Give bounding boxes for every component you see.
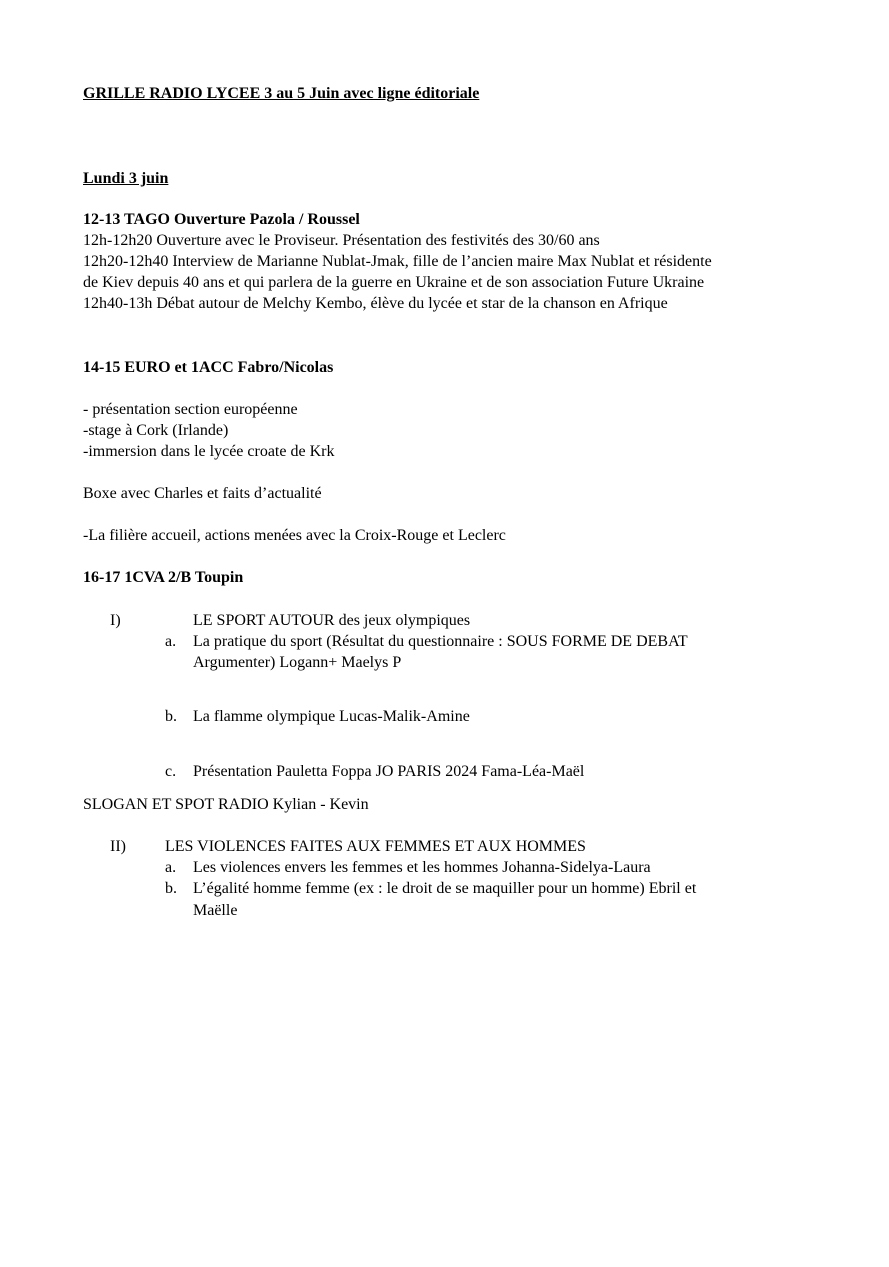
section2-item-a-letter: a.	[165, 859, 177, 876]
section1-numeral: I)	[110, 612, 121, 629]
section2-numeral: II)	[110, 838, 126, 855]
slot2-filiere: -La filière accueil, actions menées avec la Croix-Rouge et Leclerc	[83, 527, 506, 544]
section1-title: LE SPORT AUTOUR des jeux olympiques	[193, 612, 471, 629]
section2-title: LES VIOLENCES FAITES AUX FEMMES ET AUX HOMMES	[165, 838, 586, 855]
slogan-line: SLOGAN ET SPOT RADIO Kylian - Kevin	[83, 796, 369, 813]
section1-item-c-line-1: Présentation Pauletta Foppa JO PARIS 2024 Fama-Léa-Maël	[193, 763, 585, 780]
slot1-heading: 12-13 TAGO Ouverture Pazola / Roussel	[83, 211, 360, 228]
section2-item-a-line-1: Les violences envers les femmes et les hommes Johanna-Sidelya-Laura	[193, 859, 651, 876]
section1-item-b-line-1: La flamme olympique Lucas-Malik-Amine	[193, 708, 470, 725]
section2-item-b-line-1: L’égalité homme femme (ex : le droit de se maquiller pour un homme) Ebril et	[193, 880, 697, 897]
slot1-line-2: 12h20-12h40 Interview de Marianne Nublat-Jmak, fille de l’ancien maire Max Nublat et résidente	[83, 253, 712, 270]
section1-item-b-letter: b.	[165, 708, 177, 725]
slot2-line-3: -immersion dans le lycée croate de Krk	[83, 443, 335, 460]
slot3-heading: 16-17 1CVA 2/B Toupin	[83, 569, 244, 586]
slot1-line-3: de Kiev depuis 40 ans et qui parlera de la guerre en Ukraine et de son association Future Ukraine	[83, 274, 705, 291]
section1-item-a-line-1: La pratique du sport (Résultat du questionnaire : SOUS FORME DE DEBAT	[193, 633, 688, 650]
section1-item-c-letter: c.	[165, 763, 177, 780]
section1-item-a-letter: a.	[165, 633, 177, 650]
slot2-heading: 14-15 EURO et 1ACC Fabro/Nicolas	[83, 359, 334, 376]
section2-item-b-letter: b.	[165, 880, 177, 897]
document-title: GRILLE RADIO LYCEE 3 au 5 Juin avec ligne éditoriale	[83, 85, 480, 102]
day-heading: Lundi 3 juin	[83, 170, 169, 187]
slot2-boxe: Boxe avec Charles et faits d’actualité	[83, 485, 322, 502]
slot1-line-4: 12h40-13h Débat autour de Melchy Kembo, élève du lycée et star de la chanson en Afrique	[83, 295, 668, 312]
slot1-line-1: 12h-12h20 Ouverture avec le Proviseur. Présentation des festivités des 30/60 ans	[83, 232, 600, 249]
slot2-line-1: - présentation section européenne	[83, 401, 298, 418]
section2-item-b-line-2: Maëlle	[193, 902, 238, 919]
slot2-line-2: -stage à Cork (Irlande)	[83, 422, 229, 439]
section1-item-a-line-2: Argumenter) Logann+ Maelys P	[193, 654, 402, 671]
